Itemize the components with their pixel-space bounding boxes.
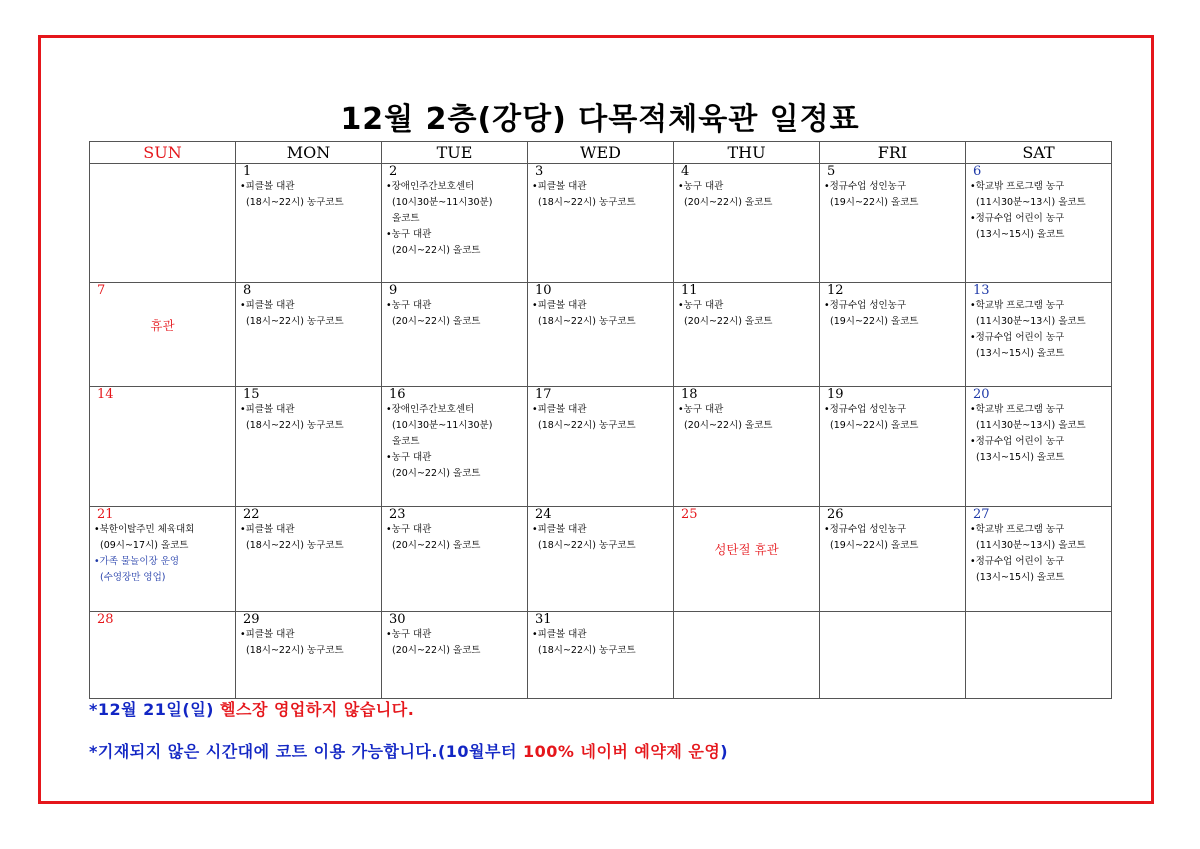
event-title: •정규수업 어린이 농구	[970, 556, 1065, 567]
day-number: 1	[243, 164, 252, 179]
day-number: 20	[973, 387, 990, 402]
day-number: 22	[243, 507, 260, 522]
calendar-table	[89, 141, 1112, 699]
event-detail: (수영장만 영업)	[100, 572, 166, 583]
day-number	[90, 164, 235, 165]
weekday-header-row	[90, 142, 1112, 164]
day-cell	[528, 164, 674, 283]
event-detail: (18시~22시) 농구코트	[538, 540, 636, 551]
event-title: •농구 대관	[386, 524, 432, 535]
closed-label: 성탄절 휴관	[714, 542, 779, 557]
day-cell	[966, 164, 1112, 283]
day-cell	[236, 507, 382, 612]
day-number: 16	[389, 387, 406, 402]
event-detail: (18시~22시) 농구코트	[538, 420, 636, 431]
day-cell	[90, 387, 236, 507]
weekday-sun: SUN	[90, 142, 236, 164]
day-cell	[966, 612, 1112, 699]
event-title: •북한이탈주민 체육대회	[94, 524, 195, 535]
event-title: •피클볼 대관	[532, 181, 587, 192]
day-number: 25	[681, 507, 698, 522]
event-entry	[382, 227, 527, 259]
day-number: 11	[681, 283, 698, 298]
event-entry	[966, 211, 1111, 243]
event-entry	[90, 522, 235, 554]
day-cell	[236, 387, 382, 507]
event-title: •정규수업 성인농구	[824, 181, 907, 192]
day-number: 10	[535, 283, 552, 298]
gym-closed-text: 헬스장 영업하지 않습니다.	[213, 700, 415, 719]
event-detail: (19시~22시) 올코트	[830, 316, 919, 327]
day-cell	[966, 507, 1112, 612]
event-entry	[528, 179, 673, 211]
event-entry	[820, 179, 965, 211]
event-entry	[528, 627, 673, 659]
week-row	[90, 612, 1112, 699]
event-title: •피클볼 대관	[532, 629, 587, 640]
event-detail: (11시30분~13시) 올코트	[976, 316, 1086, 327]
event-title: •농구 대관	[678, 404, 724, 415]
day-number: 3	[535, 164, 544, 179]
week-row	[90, 507, 1112, 612]
event-entry	[382, 450, 527, 482]
day-number: 24	[535, 507, 552, 522]
event-entry	[966, 434, 1111, 466]
day-cell	[820, 283, 966, 387]
event-title: •피클볼 대관	[240, 181, 295, 192]
event-entry	[382, 402, 527, 450]
event-entry	[966, 522, 1111, 554]
day-number: 27	[973, 507, 990, 522]
event-title: •농구 대관	[386, 229, 432, 240]
day-cell	[820, 507, 966, 612]
event-detail: (19시~22시) 올코트	[830, 540, 919, 551]
event-detail: (18시~22시) 농구코트	[538, 645, 636, 656]
day-cell	[820, 387, 966, 507]
day-cell	[236, 164, 382, 283]
event-title: •피클볼 대관	[240, 300, 295, 311]
event-detail: 올코트	[392, 436, 420, 447]
day-number: 15	[243, 387, 260, 402]
event-entry	[966, 402, 1111, 434]
day-number: 14	[97, 387, 114, 402]
event-entry	[236, 298, 381, 330]
event-title: •정규수업 어린이 농구	[970, 213, 1065, 224]
day-cell	[966, 283, 1112, 387]
event-title: •농구 대관	[678, 300, 724, 311]
event-entry	[236, 402, 381, 434]
event-entry	[820, 298, 965, 330]
day-number: 12	[827, 283, 844, 298]
event-entry	[820, 402, 965, 434]
day-number: 7	[97, 283, 106, 298]
day-cell	[528, 507, 674, 612]
day-number: 17	[535, 387, 552, 402]
event-detail: (10시30분~11시30분)	[392, 197, 493, 208]
event-detail: (18시~22시) 농구코트	[246, 197, 344, 208]
week-row	[90, 283, 1112, 387]
event-title: •정규수업 성인농구	[824, 300, 907, 311]
day-cell	[674, 612, 820, 699]
event-title: •피클볼 대관	[240, 524, 295, 535]
event-entry	[528, 522, 673, 554]
day-cell	[90, 164, 236, 283]
day-number	[820, 612, 965, 613]
page-title: 12월 2층(강당) 다목적체육관 일정표	[340, 102, 860, 137]
day-number: 31	[535, 612, 552, 627]
weekday-sat: SAT	[966, 142, 1112, 164]
day-cell	[382, 612, 528, 699]
event-title: •정규수업 어린이 농구	[970, 332, 1065, 343]
event-title: •피클볼 대관	[240, 629, 295, 640]
weekday-thu: THU	[674, 142, 820, 164]
day-number: 21	[97, 507, 114, 522]
event-entry	[674, 402, 819, 434]
event-title: •피클볼 대관	[532, 300, 587, 311]
day-cell	[236, 283, 382, 387]
event-detail: (13시~15시) 올코트	[976, 229, 1065, 240]
event-title: •정규수업 성인농구	[824, 404, 907, 415]
day-cell	[382, 283, 528, 387]
day-number: 13	[973, 283, 990, 298]
weekday-mon: MON	[236, 142, 382, 164]
event-entry	[966, 330, 1111, 362]
event-entry	[674, 179, 819, 211]
event-entry	[528, 402, 673, 434]
event-title: •학교밖 프로그램 농구	[970, 404, 1065, 415]
court-usage-note	[89, 739, 728, 762]
weekday-wed: WED	[528, 142, 674, 164]
event-detail: (20시~22시) 올코트	[392, 245, 481, 256]
event-detail: (20시~22시) 올코트	[684, 420, 773, 431]
event-entry	[966, 179, 1111, 211]
event-title: •장애인주간보호센터	[386, 404, 475, 415]
event-title: •학교밖 프로그램 농구	[970, 181, 1065, 192]
day-cell	[674, 283, 820, 387]
event-detail: (19시~22시) 올코트	[830, 420, 919, 431]
event-entry	[236, 522, 381, 554]
day-cell	[90, 612, 236, 699]
event-entry	[236, 179, 381, 211]
event-detail: (20시~22시) 올코트	[684, 316, 773, 327]
event-entry	[382, 179, 527, 227]
day-number: 2	[389, 164, 398, 179]
event-detail: (18시~22시) 농구코트	[246, 645, 344, 656]
weekday-tue: TUE	[382, 142, 528, 164]
day-number: 29	[243, 612, 260, 627]
day-number: 6	[973, 164, 982, 179]
day-number: 5	[827, 164, 836, 179]
day-number: 9	[389, 283, 398, 298]
event-title: •정규수업 성인농구	[824, 524, 907, 535]
event-detail: (20시~22시) 올코트	[392, 316, 481, 327]
event-title: •학교밖 프로그램 농구	[970, 524, 1065, 535]
event-entry	[966, 554, 1111, 586]
event-entry	[674, 298, 819, 330]
closed-label: 휴관	[150, 318, 175, 333]
day-number: 26	[827, 507, 844, 522]
event-entry	[820, 522, 965, 554]
day-number: 18	[681, 387, 698, 402]
week-row	[90, 387, 1112, 507]
event-title: •정규수업 어린이 농구	[970, 436, 1065, 447]
event-detail: (18시~22시) 농구코트	[538, 197, 636, 208]
event-detail: (18시~22시) 농구코트	[246, 420, 344, 431]
event-title: •피클볼 대관	[532, 404, 587, 415]
day-cell	[528, 387, 674, 507]
week-row	[90, 164, 1112, 283]
event-detail: (13시~15시) 올코트	[976, 348, 1065, 359]
day-number: 19	[827, 387, 844, 402]
event-entry	[382, 627, 527, 659]
event-title: •장애인주간보호센터	[386, 181, 475, 192]
event-entry	[382, 522, 527, 554]
event-detail: (11시30분~13시) 올코트	[976, 197, 1086, 208]
event-detail: (09시~17시) 올코트	[100, 540, 189, 551]
day-number: 23	[389, 507, 406, 522]
event-title: •학교밖 프로그램 농구	[970, 300, 1065, 311]
day-cell	[528, 283, 674, 387]
day-cell	[528, 612, 674, 699]
event-title: •피클볼 대관	[240, 404, 295, 415]
event-entry	[966, 298, 1111, 330]
day-cell	[382, 164, 528, 283]
event-entry	[528, 298, 673, 330]
event-title: •농구 대관	[386, 300, 432, 311]
day-number: 30	[389, 612, 406, 627]
event-detail: (10시30분~11시30분)	[392, 420, 493, 431]
day-cell	[820, 164, 966, 283]
day-cell	[236, 612, 382, 699]
court-usage-text: *기재되지 않은 시간대에 코트 이용 가능합니다.(10월부터	[89, 742, 517, 761]
event-detail: (18시~22시) 농구코트	[538, 316, 636, 327]
day-cell	[966, 387, 1112, 507]
gym-closed-note	[89, 697, 414, 720]
day-number: 28	[97, 612, 114, 627]
event-detail: (20시~22시) 올코트	[392, 468, 481, 479]
event-detail: (11시30분~13시) 올코트	[976, 540, 1086, 551]
event-title: •가족 물놀이장 운영	[94, 556, 180, 567]
event-entry	[382, 298, 527, 330]
event-title: •농구 대관	[386, 629, 432, 640]
event-detail: (11시30분~13시) 올코트	[976, 420, 1086, 431]
day-number	[674, 612, 819, 613]
event-detail: 올코트	[392, 213, 420, 224]
day-cell	[90, 283, 236, 387]
event-title: •피클볼 대관	[532, 524, 587, 535]
day-number: 8	[243, 283, 252, 298]
event-detail: (18시~22시) 농구코트	[246, 316, 344, 327]
event-entry	[90, 554, 235, 586]
day-number: 4	[681, 164, 690, 179]
day-cell	[820, 612, 966, 699]
day-number	[966, 612, 1111, 613]
reservation-text: 100% 네이버 예약제 운영	[516, 742, 721, 761]
day-cell	[674, 164, 820, 283]
day-cell	[674, 387, 820, 507]
gym-closed-date: *12월 21일(일)	[89, 700, 214, 719]
event-detail: (20시~22시) 올코트	[392, 645, 481, 656]
event-entry	[236, 627, 381, 659]
weekday-fri: FRI	[820, 142, 966, 164]
event-detail: (18시~22시) 농구코트	[246, 540, 344, 551]
event-title: •농구 대관	[678, 181, 724, 192]
day-cell	[90, 507, 236, 612]
day-cell	[674, 507, 820, 612]
event-detail: (20시~22시) 올코트	[684, 197, 773, 208]
event-detail: (20시~22시) 올코트	[392, 540, 481, 551]
event-detail: (19시~22시) 올코트	[830, 197, 919, 208]
day-cell	[382, 387, 528, 507]
court-usage-close: )	[720, 742, 729, 761]
day-cell	[382, 507, 528, 612]
event-detail: (13시~15시) 올코트	[976, 572, 1065, 583]
event-title: •농구 대관	[386, 452, 432, 463]
event-detail: (13시~15시) 올코트	[976, 452, 1065, 463]
